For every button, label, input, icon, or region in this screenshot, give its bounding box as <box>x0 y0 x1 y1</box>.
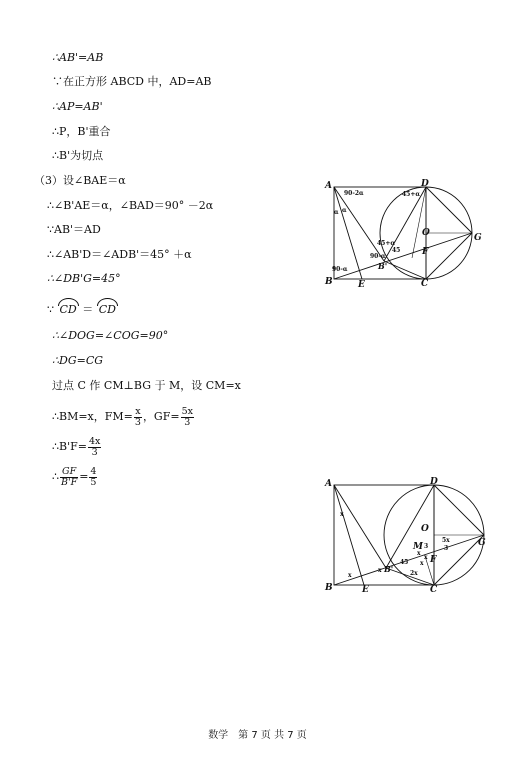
text-line-15: ∴BM=x，FM= $\frac{x}{3}$ ，GF= $\frac{5x}{3}$ <box>52 405 193 428</box>
text-line-10: ∴∠DB'G=45° <box>47 272 121 285</box>
svg-text:90-α: 90-α <box>370 253 386 260</box>
svg-text:x: x <box>378 567 382 574</box>
label-C2: C <box>430 585 438 594</box>
fraction-result: $\frac{4}{5}$ <box>90 465 97 488</box>
fraction-gf: $\frac{5x}{3}$ <box>181 405 193 428</box>
fraction-bf: $\frac{4x}{3}$ <box>88 435 101 458</box>
svg-text:45+α: 45+α <box>402 191 420 198</box>
text-line-16: ∴B'F= $\frac{4x}{3}$ <box>52 435 101 458</box>
text-line-5: ∴B'为切点 <box>52 149 104 162</box>
label-D2: D <box>430 477 438 487</box>
label-B2: B <box>325 583 333 593</box>
geometry-figure-2 <box>320 476 495 594</box>
text-line-17: ∴ $\frac{GF}{B'F}$ = $\frac{4}{5}$ <box>52 465 97 488</box>
label-B: B <box>325 277 333 287</box>
label-M: M <box>413 542 423 552</box>
label-F2: F <box>430 555 437 565</box>
text-line-12: ∴∠DOG=∠COG=90° <box>52 329 169 342</box>
svg-text:x: x <box>420 560 424 567</box>
svg-text:5x: 5x <box>442 537 450 544</box>
text-line-2: ∵在正方形 ABCD 中，AD=AB <box>52 75 212 88</box>
label-E2: E <box>362 585 369 594</box>
svg-text:x: x <box>340 511 344 518</box>
svg-text:45+α: 45+α <box>377 240 395 247</box>
label-D: D <box>421 179 429 189</box>
svg-text:α: α <box>334 209 339 216</box>
label-A2: A <box>325 479 332 489</box>
svg-text:x: x <box>424 554 428 561</box>
label-C: C <box>421 279 429 288</box>
svg-text:3: 3 <box>444 545 449 552</box>
text-line-3: ∴AP=AB' <box>52 100 103 113</box>
text-line-1: ∴AB'=AB <box>52 51 104 64</box>
svg-text:x: x <box>348 572 352 579</box>
svg-text:90-α: 90-α <box>332 266 348 273</box>
label-Bp: B' <box>378 261 388 271</box>
label-A: A <box>325 181 332 191</box>
text-line-13: ∴DG=CG <box>52 354 104 367</box>
text-line-9: ∴∠AB'D＝∠ADB'＝45° ＋α <box>47 248 192 261</box>
arc-cd-left: CD <box>59 303 77 316</box>
label-O2: O <box>421 524 429 534</box>
text-line-11: ∵ CD ＝ CD <box>47 303 116 316</box>
svg-text:3: 3 <box>424 543 429 550</box>
svg-text:2x: 2x <box>410 570 418 577</box>
label-G: G <box>474 233 482 243</box>
svg-text:45: 45 <box>400 559 409 566</box>
page-footer: 数学 第 7 页 共 7 页 <box>208 730 307 741</box>
svg-text:90-2α: 90-2α <box>344 190 364 197</box>
label-Bp2: B' <box>384 564 394 574</box>
label-F: F <box>422 247 429 257</box>
svg-text:x: x <box>417 550 421 557</box>
text-line-8: ∵AB'＝AD <box>47 223 101 236</box>
arc-cd-right: CD <box>98 303 116 316</box>
label-G2: G <box>478 538 486 548</box>
text-line-7: ∴∠B'AE＝α，∠BAD＝90° －2α <box>47 199 214 212</box>
label-O: O <box>422 228 430 238</box>
fraction-ratio: $\frac{GF}{B'F}$ <box>61 465 78 488</box>
text-line-4: ∴P，B'重合 <box>52 125 111 138</box>
text-line-14: 过点 C 作 CM⊥BG 于 M，设 CM=x <box>52 379 241 392</box>
text-line-6: （3）设∠BAE＝α <box>34 174 126 187</box>
svg-text:45: 45 <box>392 247 401 254</box>
geometry-figure-1 <box>320 178 495 288</box>
fraction-fm: $\frac{x}{3}$ <box>134 405 141 428</box>
label-E: E <box>358 280 365 288</box>
svg-text:α: α <box>342 207 347 214</box>
